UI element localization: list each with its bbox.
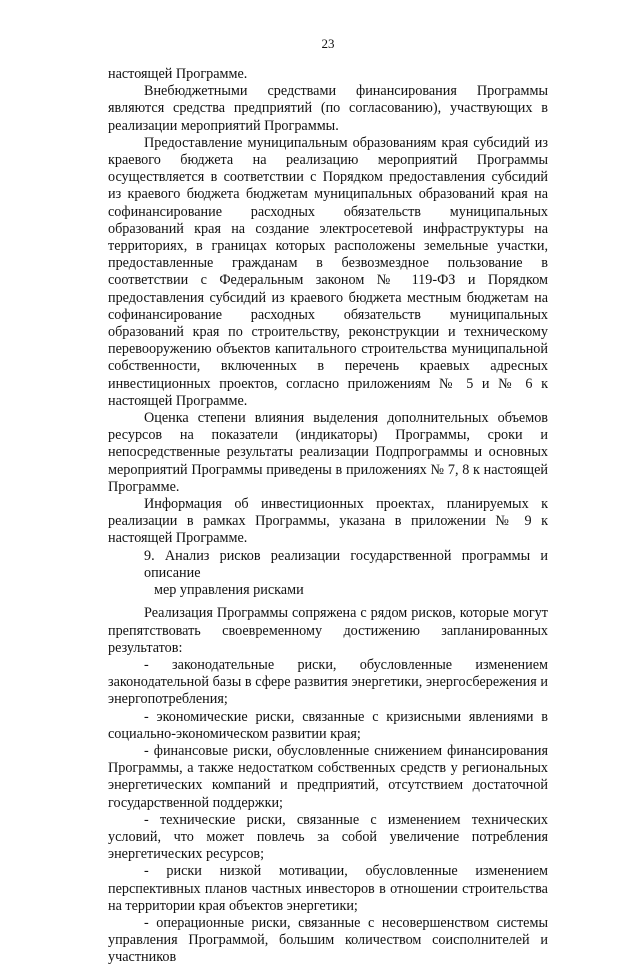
risk-list-item: - экономические риски, связанные с кризисными явлениями в социально-экономическом развитии края; — [108, 708, 548, 742]
paragraph: Оценка степени влияния выделения дополнительных объемов ресурсов на показатели (индикаторы) Программы, сроки и непосредственные результаты реализации Подпрограммы и основных мероприятий Программы приведены в приложениях № 7, 8 к настоящей Программе. — [108, 410, 548, 495]
paragraph: Предоставление муниципальным образованиям края субсидий из краевого бюджета на реализацию мероприятий Программы осуществляется в соответствии с Порядком предоставления субсидий из краевого бюджета бюджетам муниципальных образований края на софинансирование расходных обязательств муниципальных образований края на создание электросетевой инфраструктуры на территориях, в границах которых расположены земельные участки, предоставленные гражданам в безвозмездное пользование в соответствии с Федеральным законом № 119-ФЗ и Порядком предоставления субсидий из краевого бюджета местным бюджетам на софинансирование расходных обязательств муниципальных образований края по строительству, реконструкции и техническому перевооружению объектов капитального строительства муниципальной собственности, включенных в перечень краевых адресных инвестиционных проектов, согласно приложениям № 5 и № 6 к настоящей Программе. — [108, 134, 548, 409]
paragraph: настоящей Программе. — [108, 66, 248, 82]
risk-list-item: - операционные риски, связанные с несовершенством системы управления Программой, большим количеством соисполнителей и участников — [108, 914, 548, 966]
page-number: 23 — [321, 36, 335, 51]
risk-list-item: - финансовые риски, обусловленные снижением финансирования Программы, а также недостатком собственных средств у региональных энергетических компаний и предприятий, отсутствием достаточной государственной поддержки; — [108, 742, 548, 811]
section-heading-line-1: 9. Анализ рисков реализации государственной программы и описание — [144, 547, 548, 581]
risk-list-item: - технические риски, связанные с изменением технических условий, что может повлечь за собой увеличение потребления энергетических ресурсов; — [108, 811, 548, 863]
document-body — [108, 66, 548, 967]
paragraph: Реализация Программы сопряжена с рядом рисков, которые могут препятствовать своевременному достижению запланированных результатов: — [108, 605, 548, 656]
section-heading — [108, 548, 548, 600]
paragraph: Внебюджетными средствами финансирования Программы являются средства предприятий (по согласованию), участвующих в реализации мероприятий Программы. — [108, 83, 548, 134]
document-page — [108, 36, 548, 967]
risk-list-item: - риски низкой мотивации, обусловленные изменением перспективных планов частных инвесторов в отношении строительства на территории края объектов энергетики; — [108, 863, 548, 914]
risk-list-item: - законодательные риски, обусловленные изменением законодательной базы в сфере развития энергетики, энергосбережения и энергопотребления; — [108, 656, 548, 708]
paragraph: Информация об инвестиционных проектах, планируемых к реализации в рамках Программы, указана в приложении № 9 к настоящей Программе. — [108, 496, 548, 547]
section-heading-line-2: мер управления рисками — [154, 582, 304, 599]
